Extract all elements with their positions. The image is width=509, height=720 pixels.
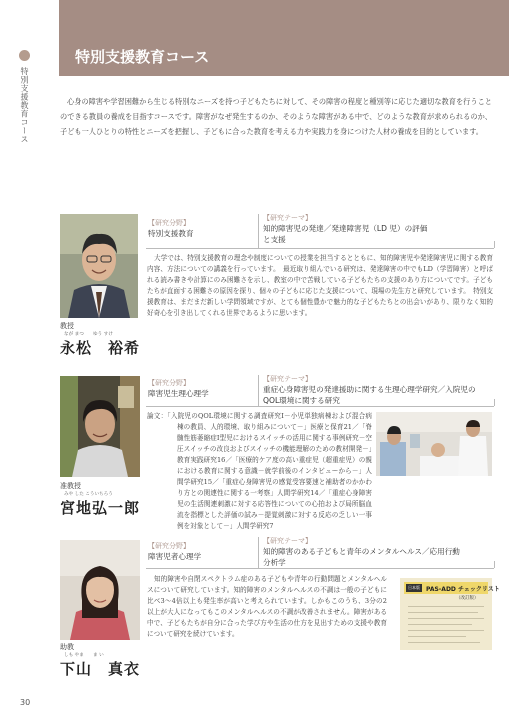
theme-value-3: 知的障害のある子どもと青年のメンタルヘルス／応用行動分析学 — [263, 547, 460, 567]
research-photo-2 — [376, 412, 492, 476]
card-subtitle: （改訂版） — [456, 596, 479, 601]
faculty-role-1: 教授 — [60, 322, 74, 330]
card-header — [404, 582, 500, 594]
side-tab-label: 特別支援教育コース — [20, 67, 29, 144]
faculty-name-1: 永松 裕希 — [60, 339, 141, 357]
theme-value-1: 知的障害児の発達／発達障害児（LD 児）の評価と支援 — [263, 224, 428, 244]
field-value-1: 特別支援教育 — [148, 229, 194, 238]
faculty-ruby-1: なが まつ ゆう すけ — [64, 332, 113, 337]
card-line — [408, 642, 480, 643]
intro-paragraph: 心身の障害や学習困難から生じる特別なニーズを持つ子どもたちに対して、その障害の程度と種別等に応じた適切な教育を行うことのできる教員の養成を目指すコースです。障害がなぜ発生するのか、そのような障害がある中で、どのような教育が求められるのか、子ども一人ひとりの特性とニーズを把握し、子どもに合った教育を考える力や実践力を身につけた人材の養成を目的としています。 — [60, 97, 492, 136]
field-label-3: 【研究分野】 — [148, 542, 190, 550]
theme-tick-2 — [494, 399, 495, 406]
theme-underline-2 — [146, 406, 494, 407]
faculty-body-2: 論文：「入院児のQOL環境に関する調査研究Ⅰ－小児単独病棟および混合病棟の教員、人的環境、取り組みについて－」医療と保育21／「脊髄性筋萎縮症Ⅰ型児におけるスイッチの活用に関する事例研究－空圧スイッチの改良およびスイッチの機能理解のための教材開発－」教育実践研究16／「医療的ケア度の高い重症児（超重症児）の親における教育に関する意識－就学前後のインタビューから－」人間学研究15／「重症心身障害児の感覚受容要速と補助者のかかわり方との関連性に関する一考察」人間学研究14／「重症心身障害児の生活関連刺激に対する応答性についての心拍および局所脳血流を指標とした評価の試み－提覚刺激に対する反応の乏しい一事例を対象として－」人間学研究7 — [147, 412, 372, 530]
field-value-2: 障害児生理心理学 — [148, 389, 209, 398]
header-bar — [59, 0, 509, 76]
theme-label-3: 【研究テーマ】 — [263, 537, 312, 545]
side-tab — [18, 50, 32, 144]
faculty-role-3: 助教 — [60, 643, 74, 651]
faculty-name-2: 宮地弘一郎 — [60, 499, 141, 517]
theme-underline-1 — [146, 248, 494, 249]
card-line — [408, 636, 466, 637]
theme-box-2 — [258, 375, 259, 406]
field-value-3: 障害児者心理学 — [148, 552, 202, 561]
card-line — [408, 624, 472, 625]
theme-value-2: 重症心身障害児の発達援助に関する生理心理学研究／入院児のQOL環境に関する研究 — [263, 385, 476, 405]
faculty-photo-1 — [60, 214, 138, 318]
faculty-photo-2 — [60, 376, 140, 477]
card-title: PAS-ADD チェックリスト — [426, 586, 500, 593]
theme-tick-1 — [494, 241, 495, 248]
field-label-1: 【研究分野】 — [148, 219, 190, 227]
card-line — [408, 606, 484, 607]
card-line — [408, 630, 484, 631]
faculty-ruby-3: しも やま ま い — [64, 653, 104, 658]
faculty-body-1: 大学では、特別支援教育の理念や制度についての授業を担当するとともに、知的障害児や発達障害児に関する教育内容、方法についての講義を行っています。 最近取り組んでいる研究は、発達障害の中でもLD（学習障害）と呼ばれる読み書きや計算にのみ困難さを示し、教室の中で苦戦している子どもたちの支援のあり方についてです。子どもたちが直面する困難さの原因を探り、個々の子どもに応じた支援について、現場の先生方と研究しています。 特別支援教育は、まだまだ新しい学問領域ですが、とても個性豊かで魅力的な子どもたちとの出会いがあり、限りなく知的好奇心を引き出してくれる世界であるように思います。 — [147, 254, 493, 317]
faculty-name-3: 下山 真衣 — [60, 660, 141, 678]
theme-underline-3 — [146, 568, 494, 569]
theme-box-3 — [258, 537, 259, 568]
theme-label-1: 【研究テーマ】 — [263, 214, 312, 222]
theme-box-1 — [258, 214, 259, 248]
faculty-body-3: 知的障害や自閉スペクトラム症のある子どもや青年の行動問題とメンタルヘルスについて研究しています。知的障害のメンタルヘルスの不調は一般の子どもに比べ3～4倍以上も発生率が高いと考えられています。しかもこのうち、3分の2以上が大人になってもこのメンタルヘルスの不調が改善されません。障害がある中で、子どもたちが自分に合った学び方や生活の仕方を見出すための支援や教育について研究を続けています。 — [147, 575, 387, 638]
faculty-ruby-2: みや した こういちろう — [64, 492, 113, 497]
page-number: 30 — [20, 698, 31, 707]
card-badge: 日本版 — [408, 585, 420, 590]
faculty-role-2: 准教授 — [60, 482, 81, 490]
side-tab-dot — [19, 50, 30, 61]
card-line — [408, 618, 484, 619]
theme-tick-3 — [494, 561, 495, 568]
pas-add-checklist-image — [400, 578, 500, 650]
theme-label-2: 【研究テーマ】 — [263, 375, 312, 383]
faculty-photo-3 — [60, 540, 140, 640]
card-line — [408, 612, 478, 613]
page-title: 特別支援教育コース — [75, 48, 210, 66]
field-label-2: 【研究分野】 — [148, 379, 190, 387]
